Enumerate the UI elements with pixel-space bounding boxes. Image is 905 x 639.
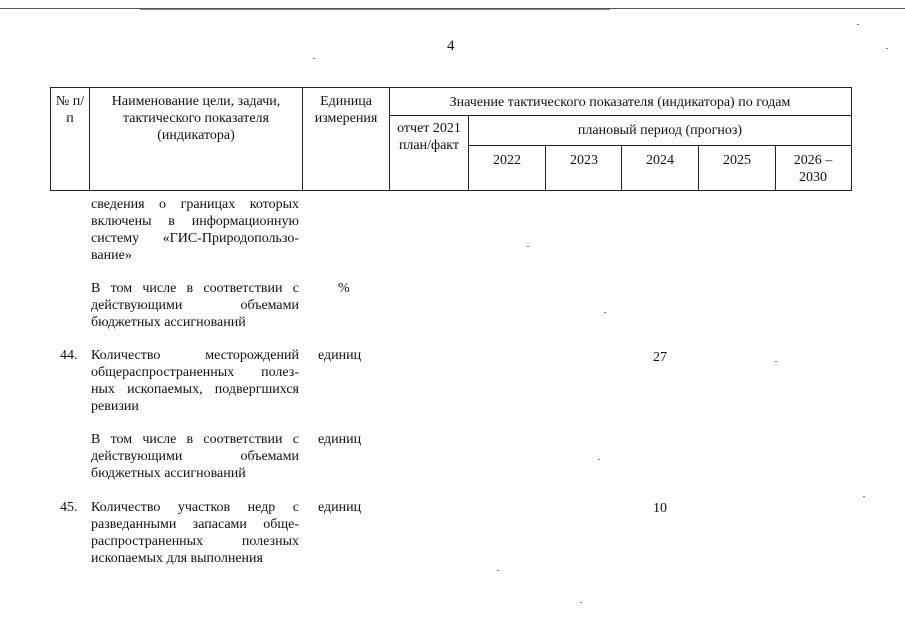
scan-speck bbox=[604, 312, 606, 313]
header-values: Значение тактического показателя (индикатора) по годам bbox=[449, 95, 791, 110]
header-num: № п/п bbox=[55, 94, 85, 126]
header-name: Наименование цели, задачи, тактического показателя (индикатора) bbox=[111, 94, 281, 143]
header-planned: плановый период (прогноз) bbox=[577, 123, 743, 138]
row-number: 45. bbox=[60, 500, 78, 515]
scan-speck bbox=[580, 602, 582, 603]
scan-speck bbox=[313, 58, 315, 59]
header-year-2022: 2022 bbox=[493, 153, 521, 168]
scan-speck bbox=[497, 570, 499, 571]
divider bbox=[698, 145, 699, 191]
row-name: Количество участков недр с разведанными запасами обще-распространенных полезных ископаемых для выполнения bbox=[91, 500, 299, 566]
divider bbox=[468, 115, 469, 191]
row-name: В том числе в соответствии с действующими объемами бюджетных ассигнований bbox=[91, 432, 299, 481]
scan-speck bbox=[886, 48, 888, 49]
scan-speck bbox=[775, 361, 777, 362]
divider bbox=[389, 115, 852, 116]
header-year-2024: 2024 bbox=[646, 153, 674, 168]
header-year-2025: 2025 bbox=[723, 153, 751, 168]
scan-speck bbox=[598, 459, 600, 460]
page-number: 4 bbox=[447, 38, 455, 54]
divider bbox=[302, 87, 303, 191]
divider bbox=[389, 87, 390, 191]
header-unit: Единица измерения bbox=[314, 94, 378, 126]
divider bbox=[621, 145, 622, 191]
header-year-2023: 2023 bbox=[570, 153, 598, 168]
row-unit: единиц bbox=[318, 348, 362, 363]
row-name: сведения о границах которых включены в информационную систему «ГИС-Природопользо-вание» bbox=[91, 197, 299, 263]
divider bbox=[89, 87, 90, 191]
row-unit: % bbox=[338, 281, 350, 296]
row-value-2024: 27 bbox=[653, 350, 667, 365]
row-name: Количество месторождений общераспространенных полез-ных ископаемых, подвергшихся ревизии bbox=[91, 348, 299, 414]
row-number: 44. bbox=[60, 348, 78, 363]
row-unit: единиц bbox=[318, 432, 362, 447]
row-value-2024: 10 bbox=[653, 501, 667, 516]
header-report: отчет 2021 план/факт bbox=[397, 121, 461, 153]
scan-speck bbox=[857, 24, 859, 25]
scan-speck bbox=[527, 246, 529, 247]
header-year-2026-2030: 2026 – 2030 bbox=[793, 153, 833, 185]
divider bbox=[468, 145, 852, 146]
scan-edge-line bbox=[140, 9, 610, 10]
row-name: В том числе в соответствии с действующими объемами бюджетных ассигнований bbox=[91, 281, 299, 330]
divider bbox=[545, 145, 546, 191]
row-unit: единиц bbox=[318, 500, 362, 515]
divider bbox=[775, 145, 776, 191]
scan-speck bbox=[863, 496, 865, 497]
